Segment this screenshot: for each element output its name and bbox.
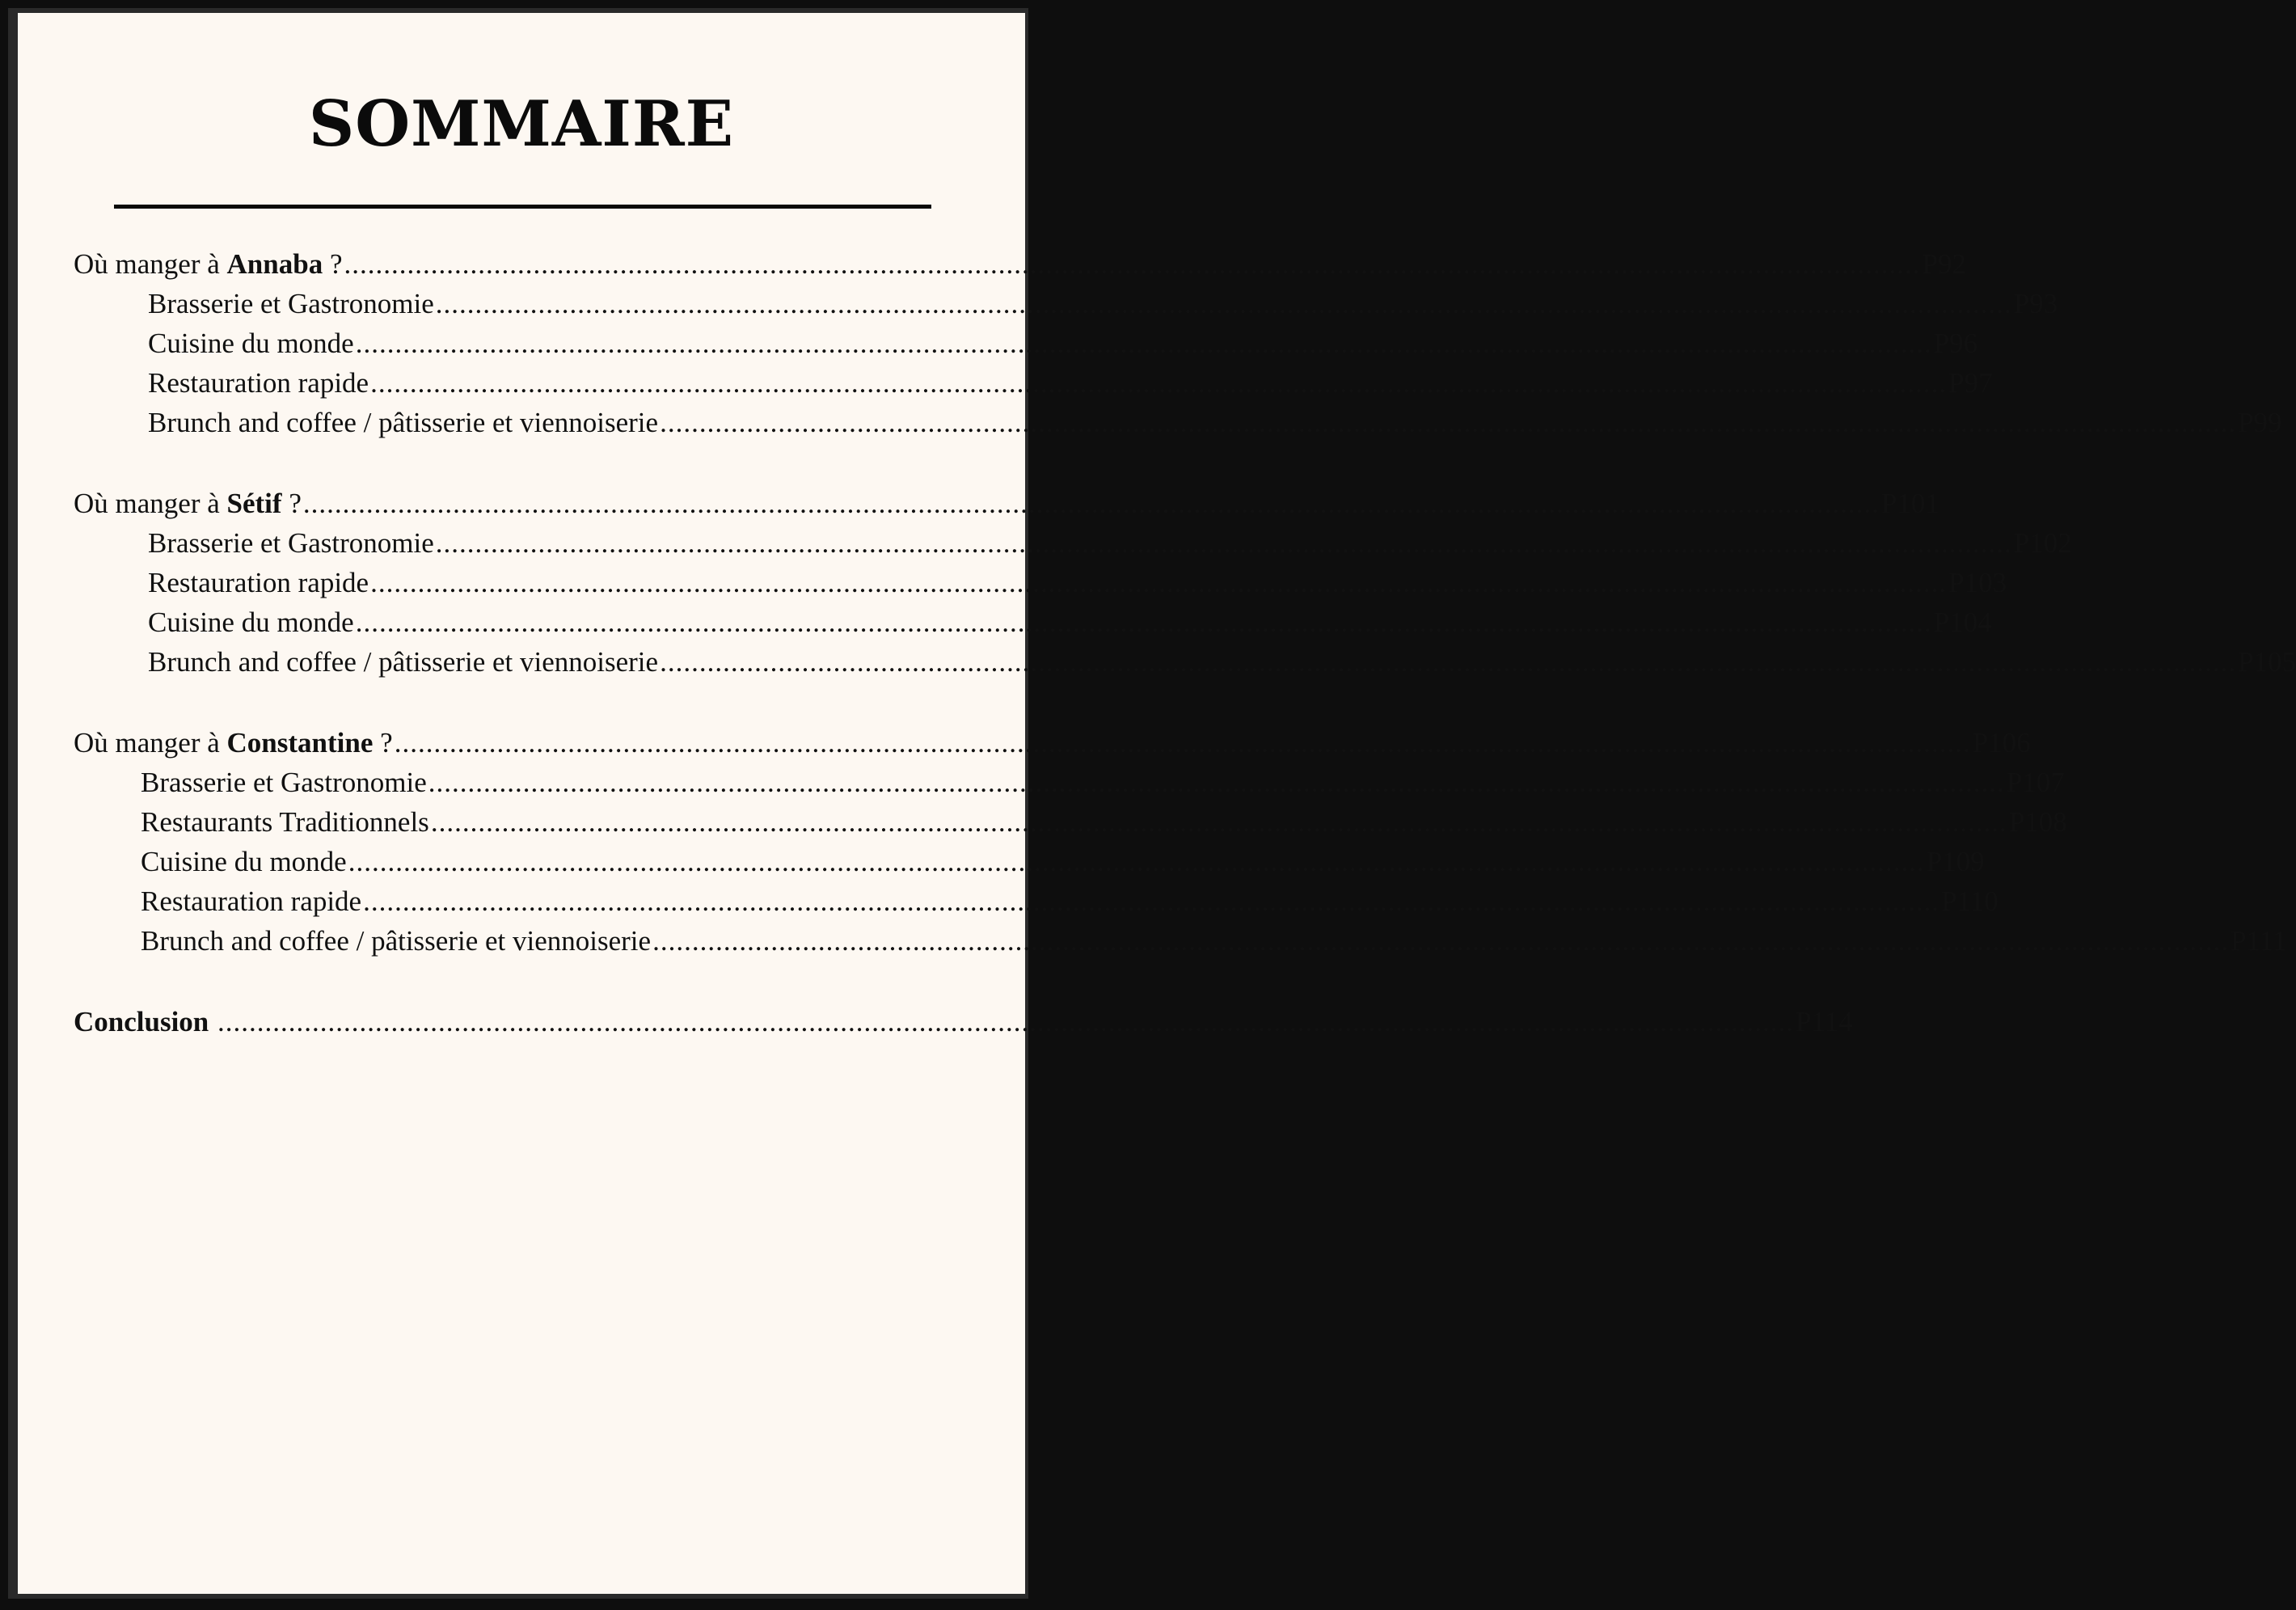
toc-page-number: P103 bbox=[1948, 567, 2007, 598]
dot-leader: ........................................................................................................................................................................................................ bbox=[355, 327, 1932, 359]
dot-leader: ........................................................................................................................................................................................................ bbox=[302, 488, 1880, 519]
toc-item[interactable] bbox=[141, 843, 1985, 881]
dot-leader: ........................................................................................................................................................................................................ bbox=[344, 248, 1921, 280]
dot-leader: ........................................................................................................................................................................................................ bbox=[435, 288, 2012, 319]
dot-leader: ........................................................................................................................................................................................................ bbox=[394, 727, 1971, 759]
city-name: Constantine bbox=[226, 727, 374, 759]
toc-page-number: P111 bbox=[2231, 925, 2287, 957]
toc-page-number: P114 bbox=[1796, 1006, 1853, 1037]
dot-leader: ........................................................................................................................................................................................................ bbox=[660, 646, 2237, 678]
toc-item[interactable] bbox=[148, 365, 1993, 402]
toc-item-label: Cuisine du monde bbox=[141, 846, 347, 877]
toc-item-label: Brasserie et Gastronomie bbox=[148, 288, 434, 319]
toc-section-constantine[interactable] bbox=[74, 725, 2031, 762]
toc-item-label: Brunch and coffee / pâtisserie et viennoiserie bbox=[148, 646, 659, 678]
toc-page-number: P106 bbox=[1972, 727, 2031, 759]
dot-leader: ........................................................................................................................................................................................................ bbox=[370, 367, 1948, 399]
toc-item-label: Restaurants Traditionnels bbox=[141, 806, 429, 838]
dot-leader: ........................................................................................................................................................................................................ bbox=[370, 567, 1948, 598]
toc-item-label: Brasserie et Gastronomie bbox=[148, 527, 434, 559]
dot-leader: ........................................................................................................................................................................................................ bbox=[363, 885, 1940, 917]
toc-item-label: Brunch and coffee / pâtisserie et viennoiserie bbox=[141, 925, 652, 957]
toc-item[interactable] bbox=[141, 804, 2067, 841]
toc-section-setif[interactable] bbox=[74, 485, 1939, 522]
toc-page-number: P102 bbox=[2013, 527, 2072, 559]
toc-page-number: P105 bbox=[2238, 646, 2296, 678]
page-title: SOMMAIRE bbox=[308, 87, 735, 161]
toc-page-number: P96 bbox=[1933, 327, 1978, 359]
dot-leader: ........................................................................................................................................................................................................ bbox=[430, 806, 2007, 838]
toc-item[interactable] bbox=[141, 764, 2065, 801]
toc-section-label: Où manger à Constantine ? bbox=[74, 727, 393, 759]
toc-page-number: P104 bbox=[1933, 606, 1992, 638]
toc-item[interactable] bbox=[141, 883, 1998, 920]
toc-item[interactable] bbox=[148, 644, 2296, 681]
dot-leader: ........................................................................................................................................................................................................ bbox=[428, 767, 2005, 798]
toc-page-number: P107 bbox=[2006, 767, 2065, 798]
dot-leader: ........................................................................................................................................................................................................ bbox=[217, 1006, 1795, 1037]
toc-item-label: Restauration rapide bbox=[141, 885, 362, 917]
city-name: Annaba bbox=[226, 248, 323, 280]
toc-section-label: Conclusion bbox=[74, 1006, 209, 1037]
toc-item[interactable] bbox=[148, 404, 2282, 442]
dot-leader: ........................................................................................................................................................................................................ bbox=[435, 527, 2012, 559]
toc-page-number: P99 bbox=[2238, 407, 2282, 438]
toc-item-label: Cuisine du monde bbox=[148, 327, 354, 359]
toc-section-label: Où manger à Annaba ? bbox=[74, 248, 343, 280]
toc-section-label: Où manger à Sétif ? bbox=[74, 488, 302, 519]
dot-leader: ........................................................................................................................................................................................................ bbox=[660, 407, 2237, 438]
toc-item-label: Cuisine du monde bbox=[148, 606, 354, 638]
toc-section-annaba[interactable] bbox=[74, 246, 1966, 283]
dot-leader: ........................................................................................................................................................................................................ bbox=[355, 606, 1932, 638]
toc-page-number: P97 bbox=[1948, 367, 1993, 399]
toc-page-number: P93 bbox=[2013, 288, 2058, 319]
toc-item[interactable] bbox=[148, 604, 1992, 641]
toc-page-number: P110 bbox=[1941, 885, 1998, 917]
toc-item[interactable] bbox=[148, 285, 2058, 323]
toc-item[interactable] bbox=[141, 923, 2287, 960]
dot-leader: ........................................................................................................................................................................................................ bbox=[652, 925, 2230, 957]
toc-item-label: Brasserie et Gastronomie bbox=[141, 767, 427, 798]
toc-page-number: P108 bbox=[2008, 806, 2067, 838]
toc-item[interactable] bbox=[148, 564, 2007, 602]
toc-conclusion[interactable] bbox=[74, 1004, 1853, 1041]
toc-page-number: P109 bbox=[1926, 846, 1985, 877]
toc-item-label: Restauration rapide bbox=[148, 567, 369, 598]
toc-page-number: P92 bbox=[1922, 248, 1966, 280]
toc-item-label: Brunch and coffee / pâtisserie et viennoiserie bbox=[148, 407, 659, 438]
toc-item-label: Restauration rapide bbox=[148, 367, 369, 399]
city-name: Sétif bbox=[226, 488, 282, 519]
toc-item[interactable] bbox=[148, 325, 1978, 362]
toc-page-number: P101 bbox=[1880, 488, 1939, 519]
toc-item[interactable] bbox=[148, 525, 2072, 562]
dot-leader: ........................................................................................................................................................................................................ bbox=[348, 846, 1925, 877]
